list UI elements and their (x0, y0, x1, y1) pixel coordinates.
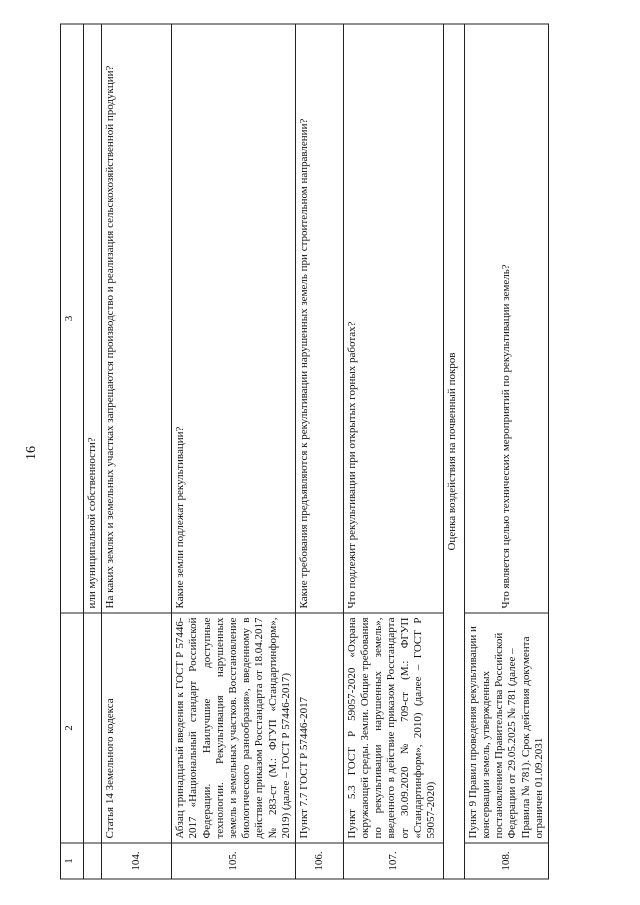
row-number: 106. (295, 843, 343, 879)
table-row (102, 24, 172, 879)
table-row (172, 24, 296, 879)
row-source: Пункт 9 Правил проведения рекультивации и консервации земель, утвержденных постановлением Правительства Российской Федерации от 29.05.2025 № 781 (далее – Правила № 781). Срок действия документа ограничен 01.09.2031 (464, 613, 548, 843)
row-question: или муниципальной собственности? (84, 24, 102, 613)
page-number-text: 16 (24, 445, 39, 460)
row-number (84, 843, 102, 879)
section-row (443, 24, 464, 879)
row-number: 105. (172, 843, 296, 879)
row-source (84, 613, 102, 843)
row-number: 107. (343, 843, 443, 879)
row-question: Что является целью технических мероприятий по рекультивации земель? (464, 24, 548, 613)
row-question: Какие земли подлежат рекультивации? (172, 24, 296, 613)
table-row (295, 24, 343, 879)
row-source: Статья 14 Земельного кодекса (102, 613, 172, 843)
table-row (464, 24, 548, 879)
header-col-2: 2 (61, 613, 84, 843)
page-number (14, 0, 50, 905)
header-col-3: 3 (61, 24, 84, 613)
row-source: Пункт 5.3 ГОСТ Р 59057-2020 «Охрана окружающей среды. Земли. Общие требования по рекультивации нарушенных земель», введенного в действие приказом Росстандарта от 30.09.2020 № 709-ст (М.: ФГУП «Стандартинформ», 2010) (далее – ГОСТ Р 59057-2020) (343, 613, 443, 843)
table-row (84, 24, 102, 879)
table-row (343, 24, 443, 879)
header-col-1: 1 (61, 843, 84, 879)
row-question: Что подлежит рекультивации при открытых горных работах? (343, 24, 443, 613)
row-source: Пункт 7.7 ГОСТ Р 57446-2017 (295, 613, 343, 843)
row-source: Абзац тринадцатый введения к ГОСТ Р 57446-2017 «Национальный стандарт Российской Федерации. Наилучшие доступные технологии. Рекультивация нарушенных земель и земельных участков. Восстановление биологического разнообразия», введенному в действие приказом Росстандарта от 18.04.2017 № 283-ст (М.: ФГУП «Стандартинформ», 2019) (далее – ГОСТ Р 57446-2017) (172, 613, 296, 843)
row-question: Какие требования предъявляются к рекультивации нарушенных земель при строительном направлении? (295, 24, 343, 613)
section-title: Оценка воздействия на почвенный покров (443, 24, 464, 879)
row-question: На каких землях и земельных участках запрещаются производство и реализация сельскохозяйственной продукции? (102, 24, 172, 613)
rotated-table-container (60, 25, 580, 880)
questions-table (60, 24, 549, 880)
row-number: 108. (464, 843, 548, 879)
table-header-row (61, 24, 84, 879)
row-number: 104. (102, 843, 172, 879)
